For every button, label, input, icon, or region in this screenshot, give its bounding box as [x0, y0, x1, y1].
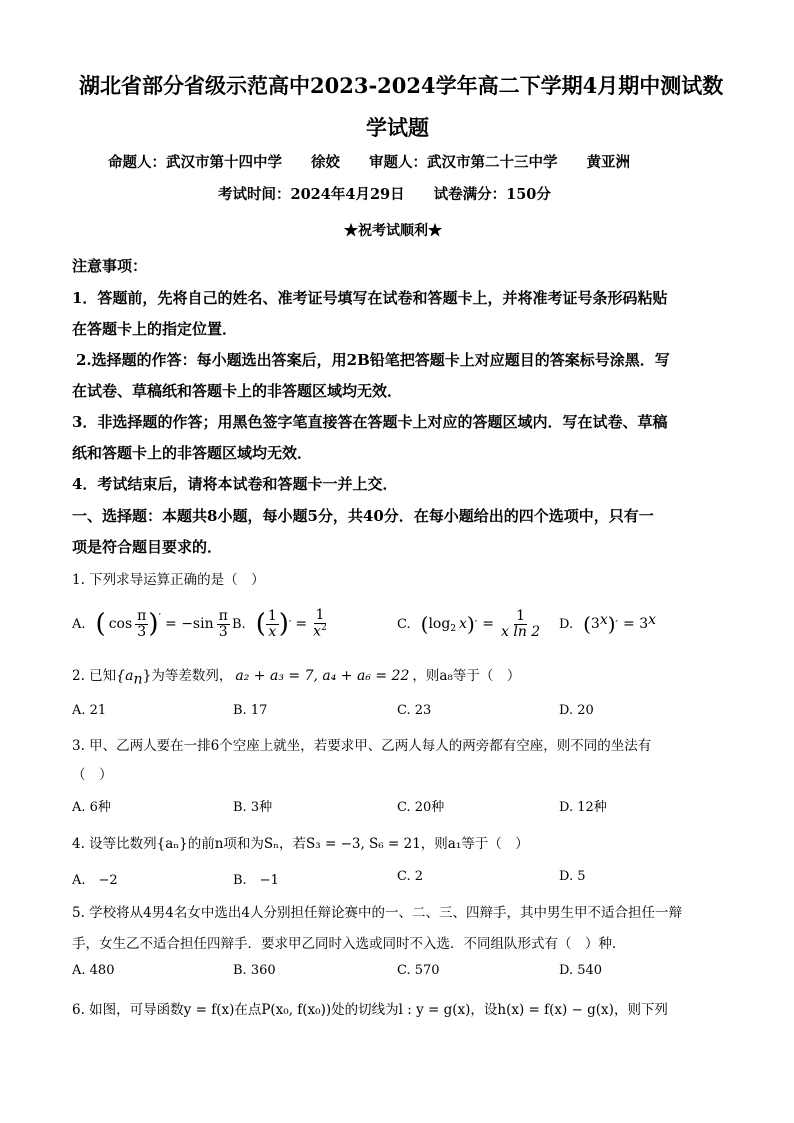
q5-stem-line1: 5. 学校将从4男4名女中选出4人分别担任辩论赛中的一、二、三、四辩手，其中男生甲不适合担任一辩 — [72, 905, 682, 921]
q1-a-label: A. — [72, 616, 86, 632]
q4-option-a: A. −2 — [72, 873, 118, 888]
note-3-line1: 3．非选择题的作答；用黑色签字笔直接答在答题卡上对应的答题区域内．写在试卷、草稿 — [72, 413, 668, 431]
q5-option-b: B. 360 — [233, 963, 276, 978]
q2-option-a: A. 21 — [72, 703, 107, 718]
q1-b-eq: = — [295, 616, 308, 632]
note-2-line1: 2.选择题的作答：每小题选出答案后，用2B铅笔把答题卡上对应题目的答案标号涂黑．写 — [76, 351, 670, 369]
q3-option-a: A. 6种 — [72, 800, 111, 815]
q3-option-b: B. 3种 — [233, 800, 273, 815]
q2-option-c: C. 23 — [397, 703, 432, 718]
q4-option-c: C. 2 — [397, 869, 424, 884]
q3-option-d: D. 12种 — [559, 800, 607, 815]
section-1-line2: 项是符合题目要求的． — [72, 538, 223, 556]
q1-option-a: A. ( cos $\frac{\pi}{3}$ ) ′ = −sin $\frac{\pi}{3}$ — [72, 607, 228, 640]
q1-a-rhs-frac: $\frac{\pi}{3}$ — [218, 607, 228, 640]
q5-option-a: A. 480 — [72, 963, 115, 978]
q5-stem-line2: 手，女生乙不适合担任四辩手．要求甲乙同时入选或同时不入选．不同组队形式有（ ）种． — [72, 936, 626, 952]
note-1-line1: 1．答题前，先将自己的姓名、准考证号填写在试卷和答题卡上，并将准考证号条形码粘贴 — [72, 289, 668, 307]
q1-c-label: C. — [397, 616, 411, 632]
q4-option-d: D. 5 — [559, 869, 586, 884]
note-1-line2: 在答题卡上的指定位置． — [72, 320, 238, 338]
q6-stem: 6. 如图，可导函数y = f(x)在点P(x₀, f(x₀))处的切线为l : y = g(x)，设h(x) = f(x) − g(x)，则下列 — [72, 1002, 668, 1018]
paper-title-line2: 学试题 — [366, 115, 429, 140]
q1-c-log: log — [428, 616, 451, 632]
q1-a-rhs: = −sin — [165, 616, 214, 632]
note-4: 4．考试结束后，请将本试卷和答题卡一并上交． — [72, 475, 398, 493]
note-2-line2: 在试卷、草稿纸和答题卡上的非答题区域均无效． — [72, 382, 403, 400]
q1-a-func: cos — [108, 616, 133, 632]
q1-b-rhs-frac: $\frac{1}{x^2}$ — [313, 607, 327, 640]
q3-stem-line1: 3. 甲、乙两人要在一排6个空座上就坐，若要求甲、乙两人每人的两旁都有空座，则不同的坐法有 — [72, 738, 652, 754]
q1-d-label: D. — [559, 616, 574, 632]
q1-option-d: D. ( 3 x ) ′ = 3 x — [559, 612, 657, 636]
paper-title-line1: 湖北省部分省级示范高中2023-2024学年高二下学期4月期中测试数 — [79, 73, 724, 98]
q5-option-d: D. 540 — [559, 963, 603, 978]
q4-option-b: B. −1 — [233, 873, 279, 888]
q1-b-frac: $\frac{1}{x}$ — [267, 607, 277, 640]
exam-info: 考试时间：2024年4月29日 试卷满分：150分 — [218, 186, 551, 203]
q1-b-label: B. — [232, 616, 246, 632]
paper-authors: 命题人：武汉市第十四中学 徐姣 审题人：武汉市第二十三中学 黄亚洲 — [108, 154, 630, 171]
q2-option-b: B. 17 — [233, 703, 268, 718]
q1-a-frac: $\frac{\pi}{3}$ — [137, 607, 147, 640]
q5-option-c: C. 570 — [397, 963, 440, 978]
q1-stem: 1. 下列求导运算正确的是（ ） — [72, 572, 265, 588]
q1-c-eq: = — [482, 616, 494, 632]
q1-c-frac: $\frac{1}{\text{x ln 2}}$ — [501, 607, 541, 640]
q3-stem-line2: （ ） — [72, 767, 113, 783]
q3-option-c: C. 20种 — [397, 800, 445, 815]
note-3-line2: 纸和答题卡上的非答题区域均无效． — [72, 444, 313, 462]
q4-stem: 4. 设等比数列{aₙ}的前n项和为Sₙ，若S₃ = −3, S₆ = 21，则a₁等于（ ） — [72, 836, 529, 852]
q1-option-c: C. ( log $_2$ x ) ′ = $\frac{1}{\text{x ln 2}}$ — [397, 607, 541, 640]
section-1-line1: 一、选择题：本题共8小题，每小题5分，共40分．在每小题给出的四个选项中，只有一 — [72, 507, 654, 525]
q2-option-d: D. 20 — [559, 703, 594, 718]
q1-d-rhs: = 3 — [623, 616, 649, 632]
q1-option-b: B. ( $\frac{1}{x}$ ) ′ = $\frac{1}{x^2}$ — [232, 607, 327, 640]
q2-stem: 2. 已知$\{a_n\}$为等差数列， a₂ + a₃ = 7, a₄ + a₆ = 22 ，则a₈等于（ ） — [72, 668, 521, 688]
notes-heading: 注意事项： — [72, 257, 148, 275]
blessing: ★祝考试顺利★ — [344, 223, 442, 239]
